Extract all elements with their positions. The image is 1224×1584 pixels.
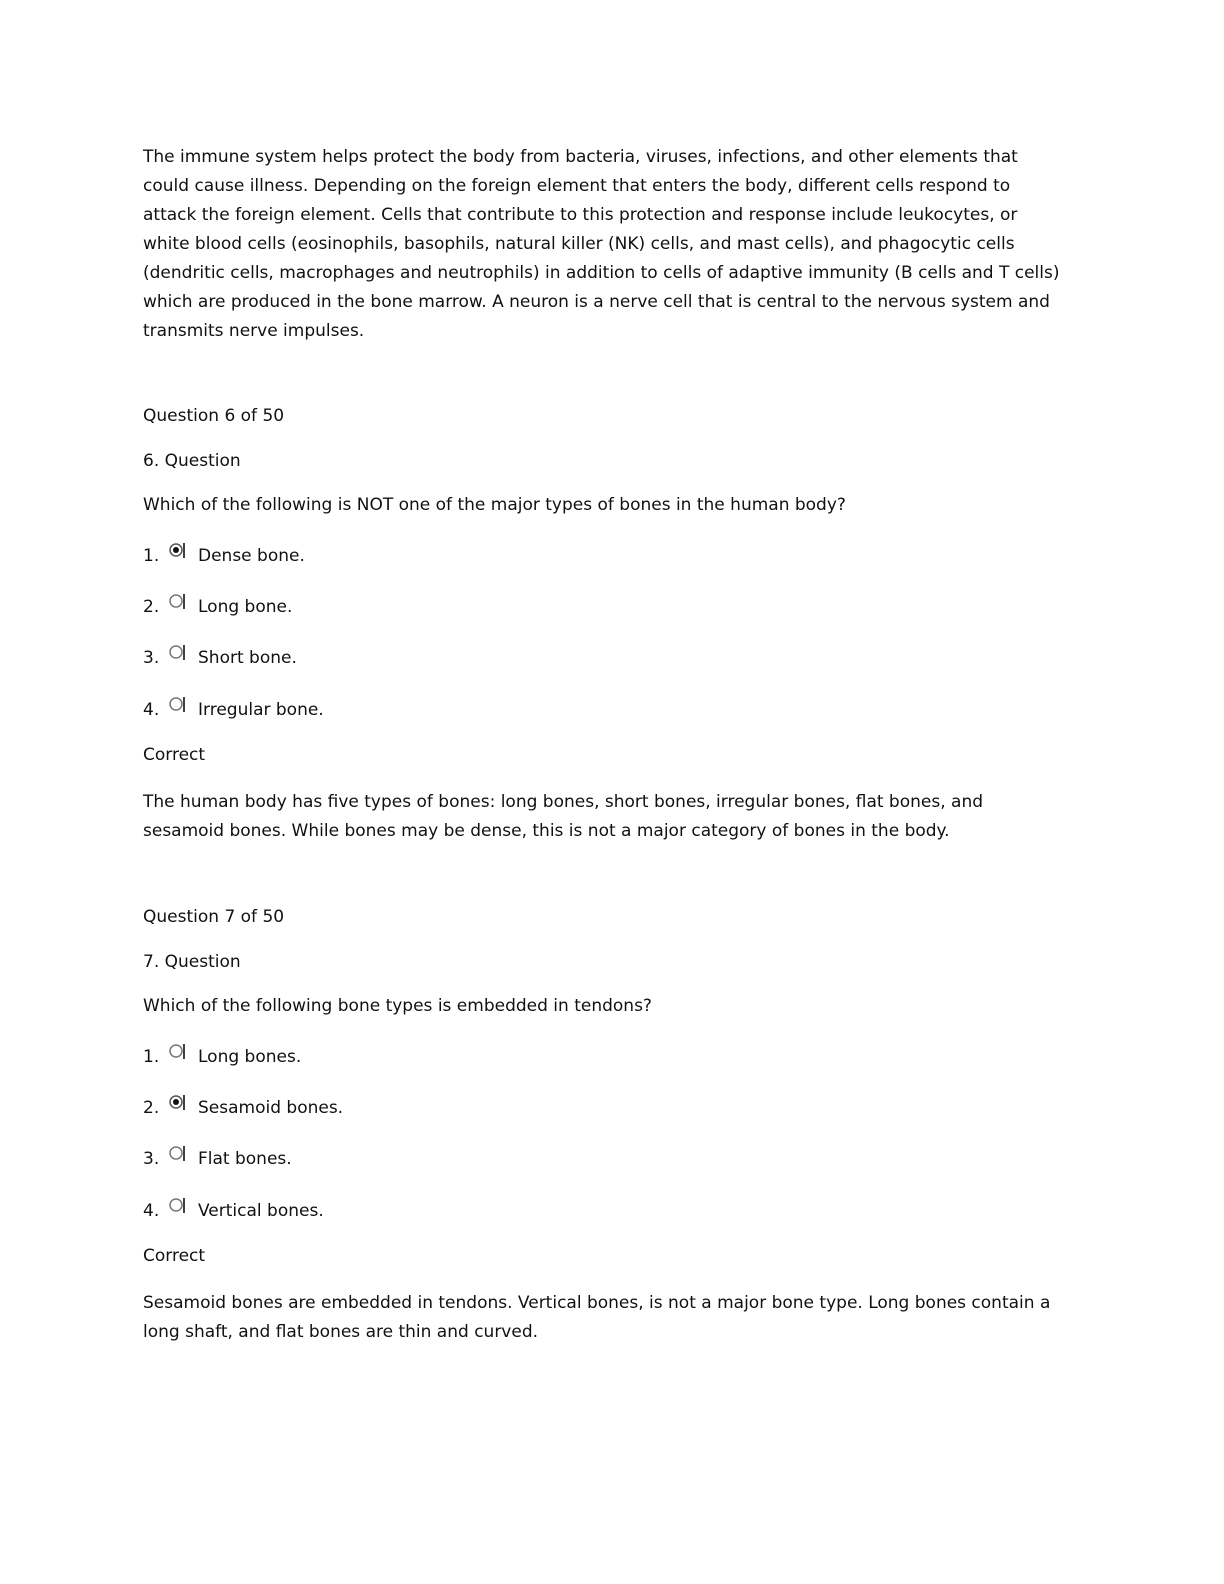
radio-unselected-icon[interactable] xyxy=(167,644,187,664)
radio-unselected-icon[interactable] xyxy=(167,1043,187,1063)
option-label: Long bone. xyxy=(198,597,293,617)
option-number: 4. xyxy=(143,1201,160,1221)
option-number: 3. xyxy=(143,648,160,668)
radio-unselected-icon[interactable] xyxy=(167,1197,187,1217)
option-label: Long bones. xyxy=(198,1047,302,1067)
question-counter: Question 6 of 50 xyxy=(143,406,285,426)
option-number: 4. xyxy=(143,700,160,720)
question-heading: 7. Question xyxy=(143,952,241,972)
question-heading: 6. Question xyxy=(143,451,241,471)
radio-unselected-icon[interactable] xyxy=(167,1145,187,1165)
option-number: 3. xyxy=(143,1149,160,1169)
radio-unselected-icon[interactable] xyxy=(167,696,187,716)
option-number: 1. xyxy=(143,1047,160,1067)
option-label: Sesamoid bones. xyxy=(198,1098,344,1118)
option-number: 2. xyxy=(143,597,160,617)
explanation-paragraph: Sesamoid bones are embedded in tendons. Vertical bones, is not a major bone type. Long bones contain a long shaft, and flat bones are thin and curved. xyxy=(143,1293,1051,1342)
option-label: Flat bones. xyxy=(198,1149,292,1169)
question-prompt: Which of the following is NOT one of the major types of bones in the human body? xyxy=(143,495,846,515)
radio-selected-icon[interactable] xyxy=(167,1094,187,1114)
explanation-paragraph: The human body has five types of bones: long bones, short bones, irregular bones, flat bones, and sesamoid bones. While bones may be dense, this is not a major category of bones in the body. xyxy=(143,792,984,841)
option-number: 2. xyxy=(143,1098,160,1118)
result-label: Correct xyxy=(143,1246,206,1266)
option-label: Irregular bone. xyxy=(198,700,324,720)
option-label: Vertical bones. xyxy=(198,1201,324,1221)
radio-selected-icon[interactable] xyxy=(167,542,187,562)
intro-paragraph: The immune system helps protect the body from bacteria, viruses, infections, and other elements that could cause illness. Depending on the foreign element that enters the body, different cells respond to attack the foreign element. Cells that contribute to this protection and response include leukocytes, or white blood cells (eosinophils, basophils, natural killer (NK) cells, and mast cells), and phagocytic cells (dendritic cells, macrophages and neutrophils) in addition to cells of adaptive immunity (B cells and T cells) which are produced in the bone marrow. A neuron is a nerve cell that is central to the nervous system and transmits nerve impulses. xyxy=(143,147,1060,341)
question-prompt: Which of the following bone types is embedded in tendons? xyxy=(143,996,652,1016)
option-label: Dense bone. xyxy=(198,546,305,566)
radio-unselected-icon[interactable] xyxy=(167,593,187,613)
question-counter: Question 7 of 50 xyxy=(143,907,285,927)
option-number: 1. xyxy=(143,546,160,566)
result-label: Correct xyxy=(143,745,206,765)
option-label: Short bone. xyxy=(198,648,297,668)
